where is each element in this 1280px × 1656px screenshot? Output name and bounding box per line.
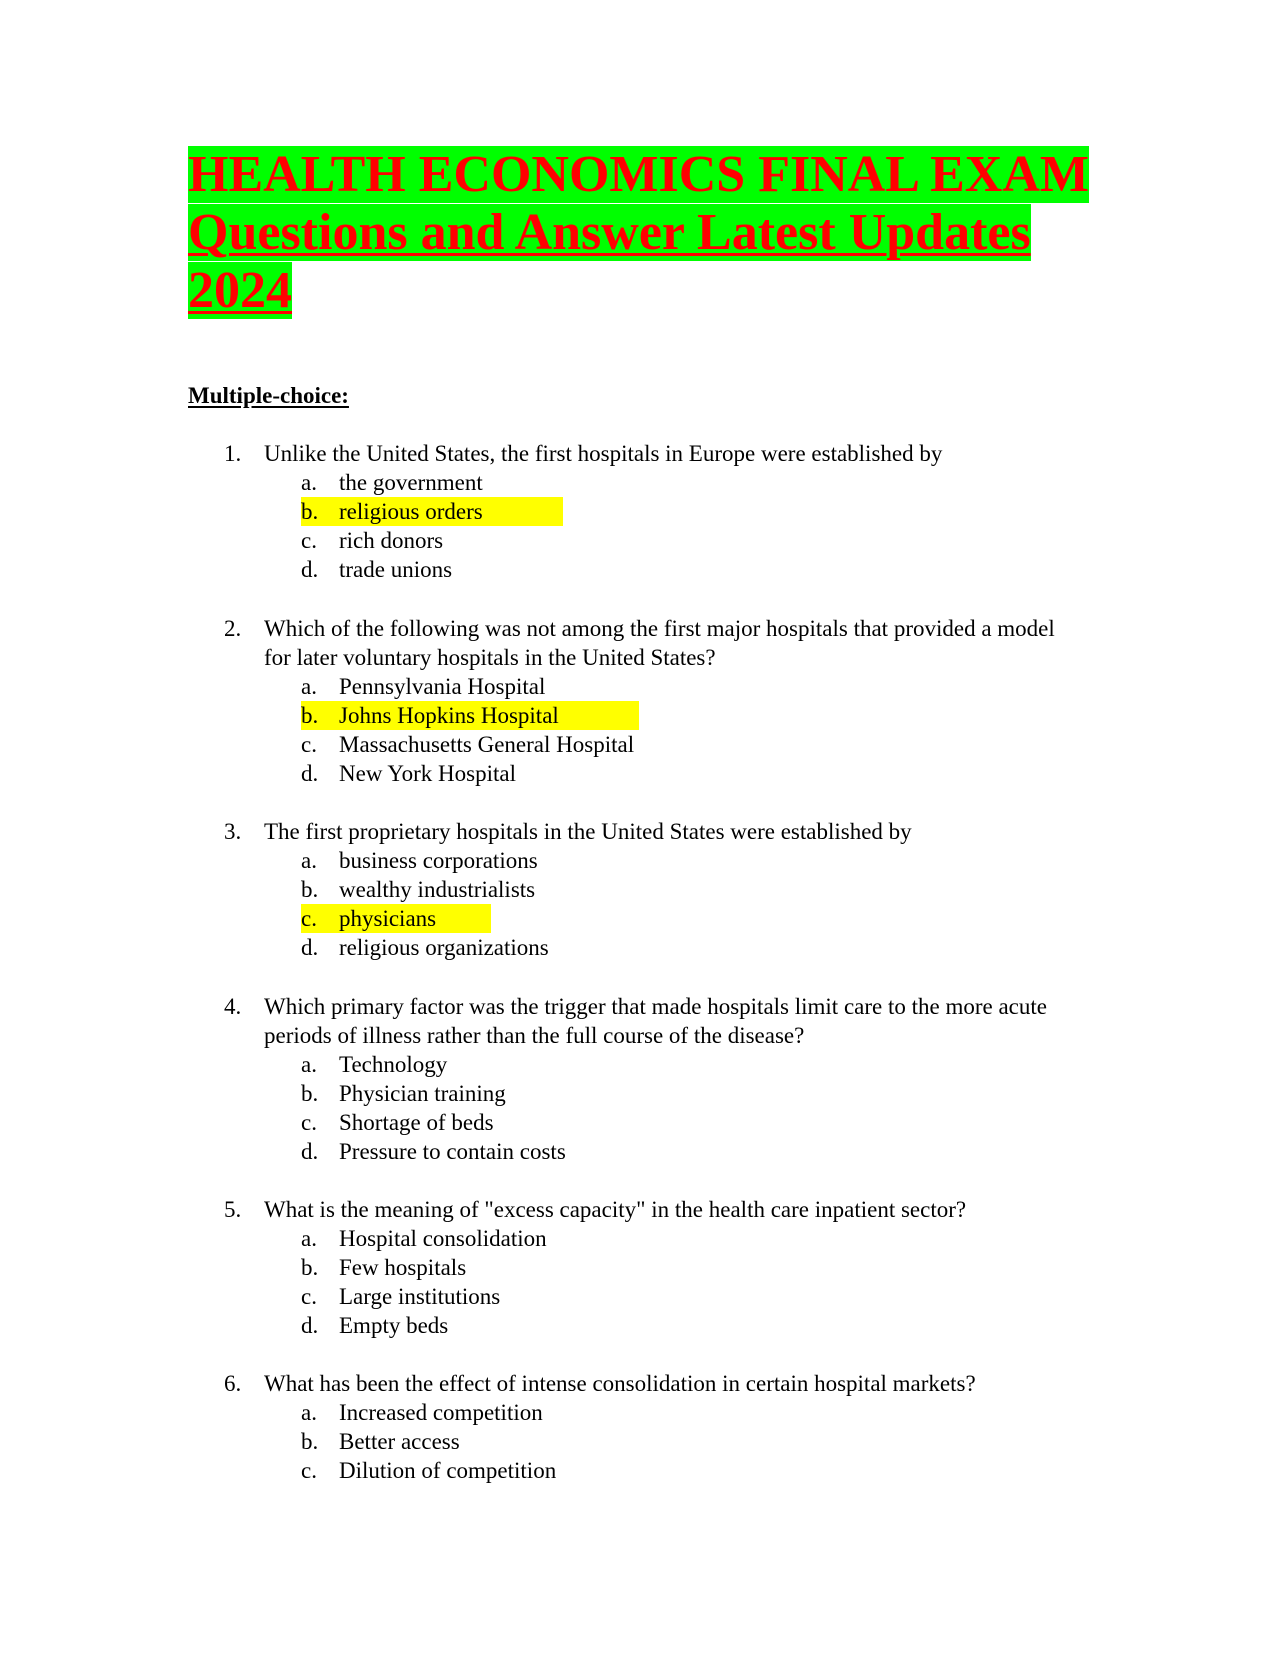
title-line-3-wrap <box>188 262 1088 320</box>
question-text: What is the meaning of "excess capacity" in the health care inpatient sector? <box>264 1197 967 1222</box>
option-letter: d. <box>301 935 319 960</box>
option-text: trade unions <box>339 557 453 582</box>
option-text: Empty beds <box>339 1313 449 1338</box>
option-b <box>301 1427 460 1456</box>
option-text: Massachusetts General Hospital <box>339 732 635 757</box>
option-letter: c. <box>301 906 317 931</box>
option-text: Pressure to contain costs <box>339 1139 566 1164</box>
question-text: What has been the effect of intense consolidation in certain hospital markets? <box>264 1371 976 1396</box>
option-letter: d. <box>301 761 319 786</box>
option-a <box>301 672 545 701</box>
option-text: rich donors <box>339 528 444 553</box>
option-text: business corporations <box>339 848 538 873</box>
option-d <box>301 1137 566 1166</box>
option-letter: c. <box>301 1284 317 1309</box>
option-letter: b. <box>301 877 319 902</box>
option-letter: d. <box>301 557 319 582</box>
question-number: 1. <box>224 441 242 466</box>
option-text: Dilution of competition <box>339 1458 557 1483</box>
option-d <box>301 759 516 788</box>
option-letter: a. <box>301 470 317 495</box>
question-number: 2. <box>224 616 242 641</box>
option-text: Johns Hopkins Hospital <box>339 703 559 728</box>
question-number: 5. <box>224 1197 242 1222</box>
option-a <box>301 468 483 497</box>
option-letter: a. <box>301 848 317 873</box>
question-text: Which primary factor was the trigger that made hospitals limit care to the more acute periods of illness rather than the full course of the disease? <box>264 994 1047 1048</box>
option-c <box>301 1108 494 1137</box>
option-letter: a. <box>301 674 317 699</box>
option-d <box>301 1311 448 1340</box>
section-heading: Multiple-choice: <box>188 383 349 408</box>
option-d <box>301 933 549 962</box>
option-b <box>301 1079 506 1108</box>
option-text: physicians <box>339 906 437 931</box>
option-letter: a. <box>301 1400 317 1425</box>
title-line-1-wrap <box>188 146 1088 204</box>
option-letter: b. <box>301 1429 319 1454</box>
option-letter: b. <box>301 703 319 728</box>
option-text: Large institutions <box>339 1284 501 1309</box>
option-c <box>301 1456 556 1485</box>
title-line-2: Questions and Answer Latest Updates <box>188 204 1031 261</box>
option-text: wealthy industrialists <box>339 877 536 902</box>
question-number: 4. <box>224 994 242 1019</box>
question-text: Unlike the United States, the first hospitals in Europe were established by <box>264 441 943 466</box>
question-text: Which of the following was not among the first major hospitals that provided a model for later voluntary hospitals in the United States? <box>264 616 1055 670</box>
option-c-answer <box>301 904 491 933</box>
question-number: 6. <box>224 1371 242 1396</box>
option-letter: a. <box>301 1226 317 1251</box>
option-text: religious orders <box>339 499 483 524</box>
option-a <box>301 846 538 875</box>
question-text: The first proprietary hospitals in the United States were established by <box>264 819 912 844</box>
option-d <box>301 555 452 584</box>
title-line-2-wrap <box>188 204 1088 262</box>
page-title <box>188 146 1088 320</box>
option-letter: a. <box>301 1052 317 1077</box>
option-letter: c. <box>301 732 317 757</box>
option-letter: c. <box>301 1458 317 1483</box>
option-text: Increased competition <box>339 1400 543 1425</box>
option-text: Pennsylvania Hospital <box>339 674 546 699</box>
option-letter: c. <box>301 1110 317 1135</box>
option-text: Technology <box>339 1052 448 1077</box>
option-letter: b. <box>301 1255 319 1280</box>
option-a <box>301 1398 543 1427</box>
title-line-3: 2024 <box>188 262 292 319</box>
option-text: Physician training <box>339 1081 506 1106</box>
option-b-answer <box>301 701 639 730</box>
option-letter: d. <box>301 1139 319 1164</box>
option-text: New York Hospital <box>339 761 516 786</box>
option-c <box>301 1282 500 1311</box>
option-a <box>301 1224 547 1253</box>
option-text: religious organizations <box>339 935 549 960</box>
option-c <box>301 526 443 555</box>
option-text: Better access <box>339 1429 460 1454</box>
option-b <box>301 875 535 904</box>
option-letter: b. <box>301 499 319 524</box>
option-b-answer <box>301 497 563 526</box>
question-number: 3. <box>224 819 242 844</box>
option-text: Shortage of beds <box>339 1110 494 1135</box>
option-letter: c. <box>301 528 317 553</box>
option-letter: d. <box>301 1313 319 1338</box>
option-letter: b. <box>301 1081 319 1106</box>
option-a <box>301 1050 447 1079</box>
option-text: the government <box>339 470 483 495</box>
option-text: Hospital consolidation <box>339 1226 547 1251</box>
title-line-1: HEALTH ECONOMICS FINAL EXAM <box>188 146 1089 203</box>
option-c <box>301 730 634 759</box>
option-b <box>301 1253 466 1282</box>
option-text: Few hospitals <box>339 1255 467 1280</box>
